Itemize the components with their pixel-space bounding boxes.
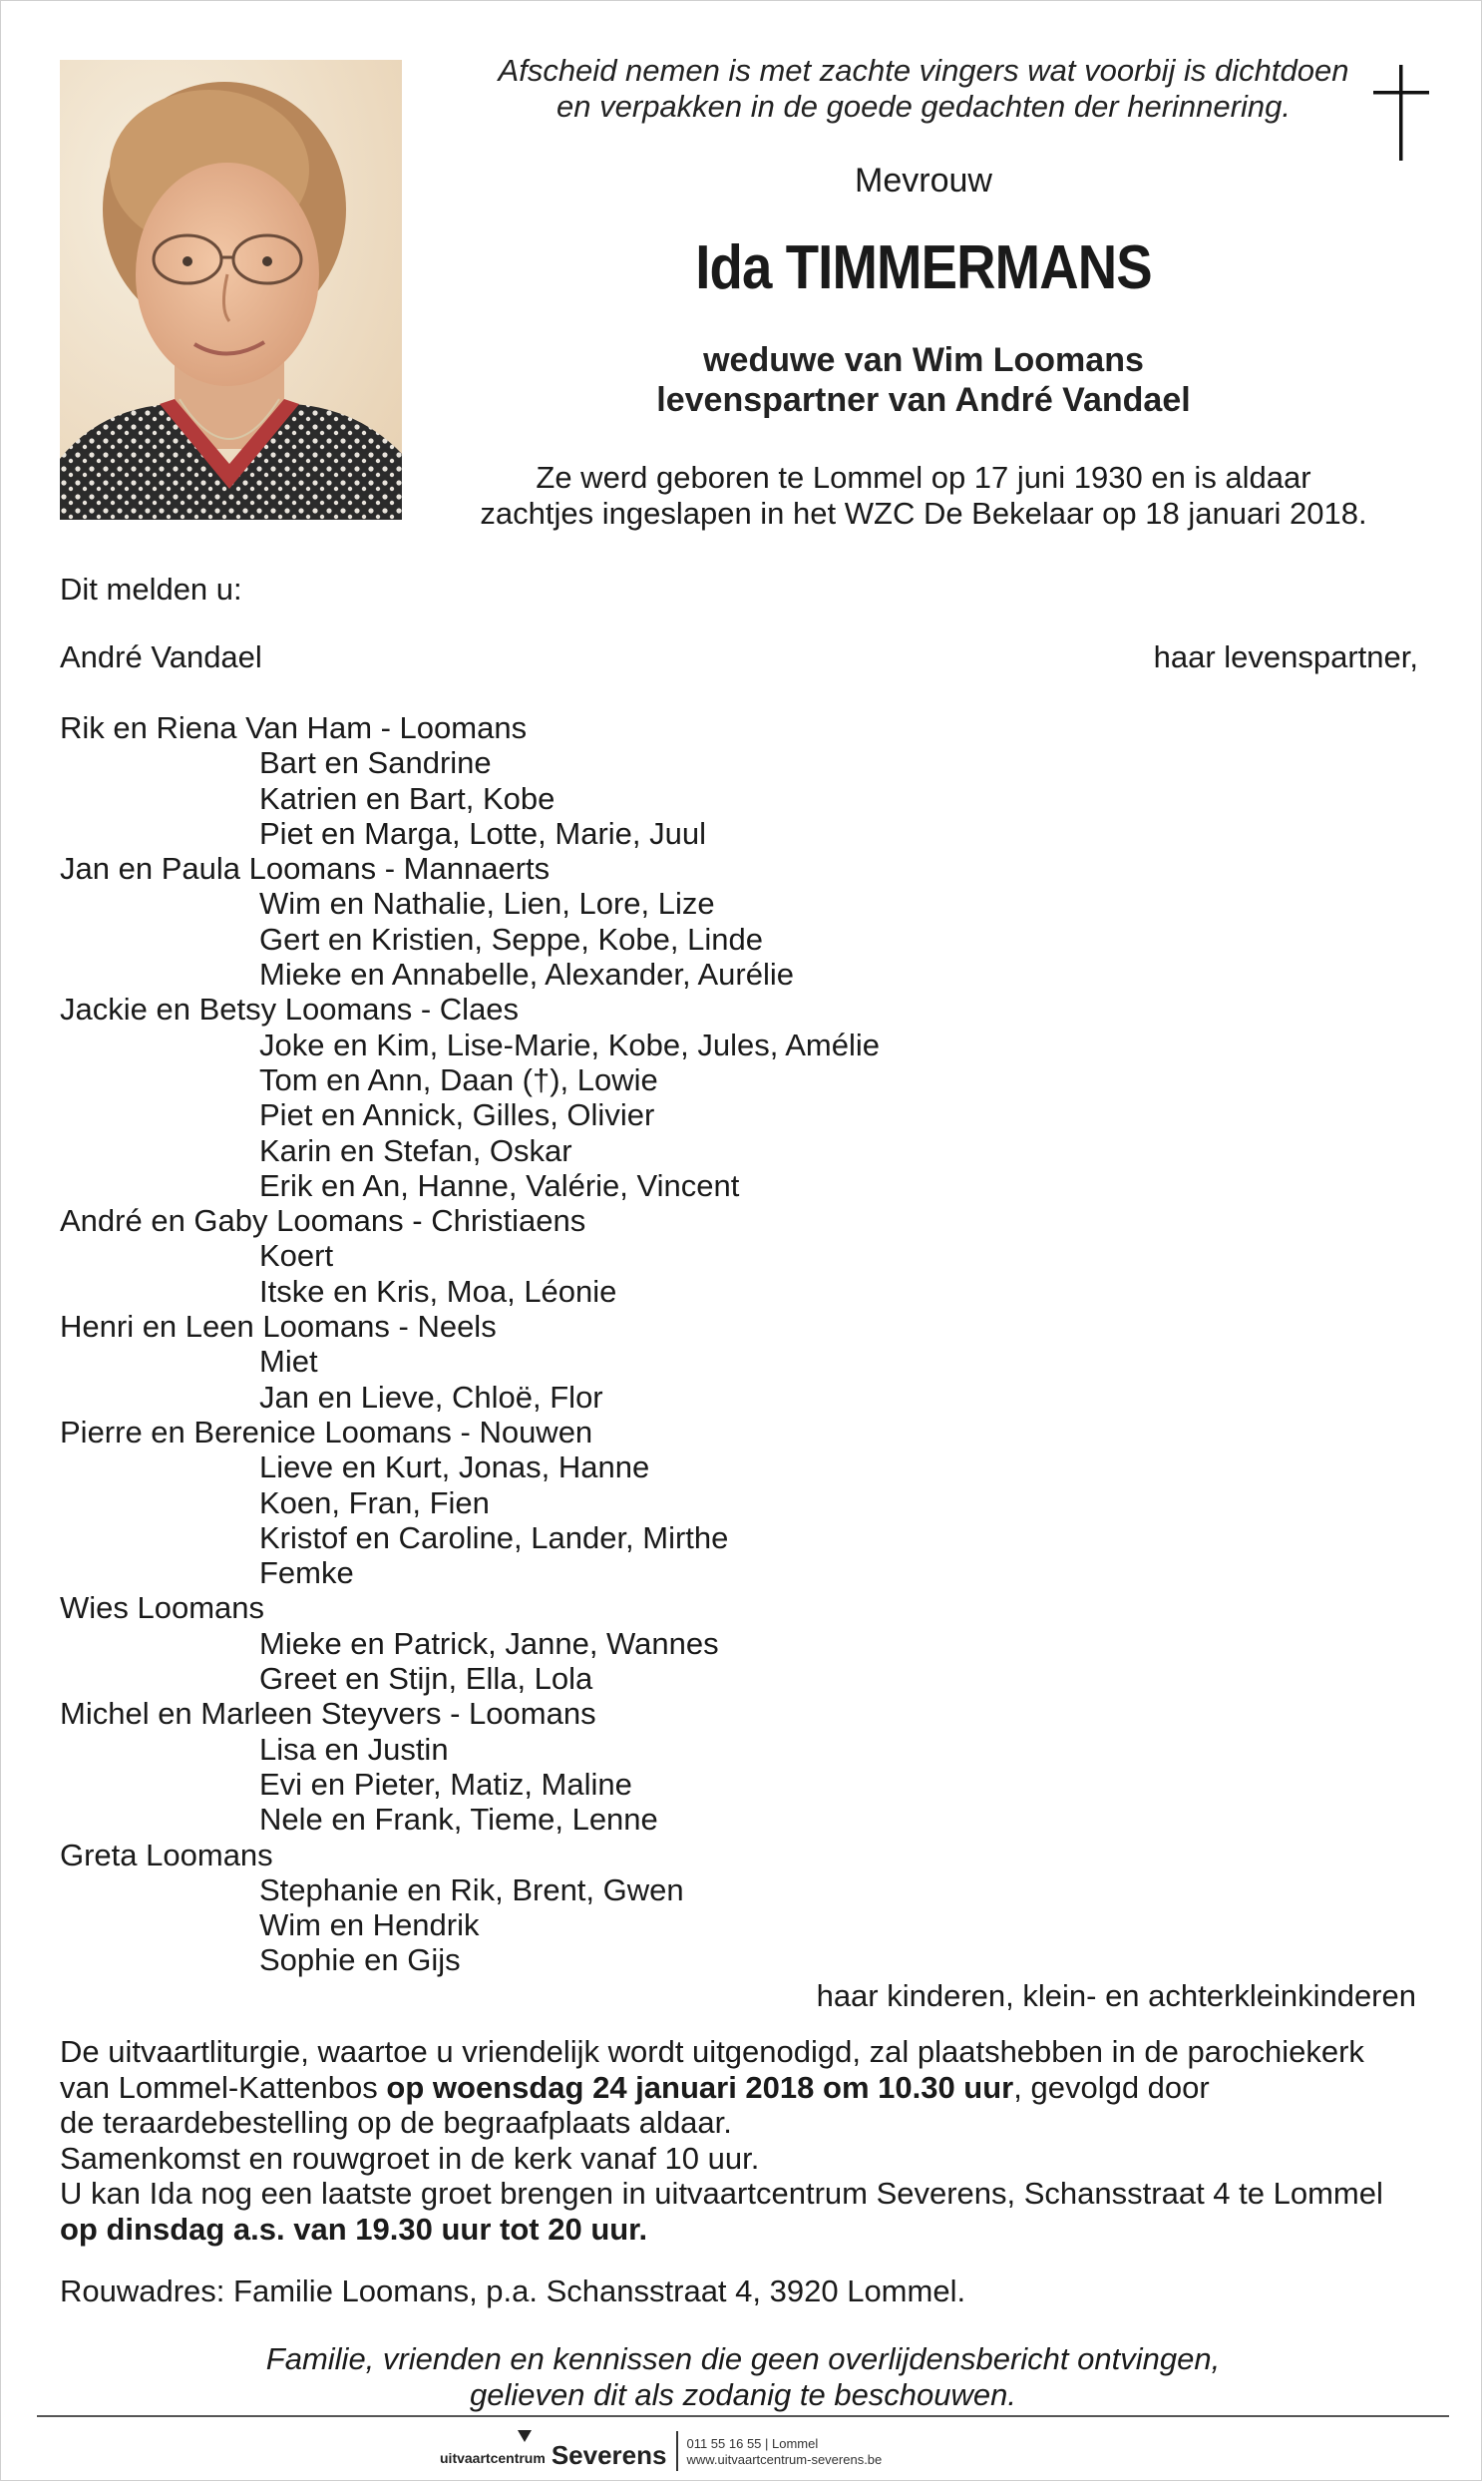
family-member-line: Piet en Annick, Gilles, Olivier: [259, 1097, 655, 1133]
family-list: [60, 710, 880, 1978]
relation-line-1: weduwe van Wim Loomans: [703, 341, 1144, 379]
family-member-line: Katrien en Bart, Kobe: [259, 780, 556, 816]
logo-triangle-icon: [518, 2430, 532, 2442]
service-line-2-a: van Lommel-Kattenbos: [60, 2069, 387, 2105]
funeral-home-logo: [440, 2427, 882, 2471]
logo-prefix: uitvaartcentrum: [440, 2450, 546, 2466]
logo-brand: [552, 2440, 667, 2471]
relation-line-2: levenspartner van André Vandael: [656, 381, 1191, 419]
family-child-line: Rik en Riena Van Ham - Loomans: [60, 710, 528, 745]
service-info: [60, 2034, 1436, 2247]
quote-line-2: en verpakken in de goede gedachten der herinnering.: [556, 89, 1291, 124]
family-member-line: Mieke en Patrick, Janne, Wannes: [259, 1625, 719, 1661]
family-child-line: Henri en Leen Loomans - Neels: [60, 1309, 497, 1345]
logo-separator: [676, 2431, 678, 2471]
family-member-line: Greet en Stijn, Ella, Lola: [259, 1661, 593, 1697]
family-member-line: Sophie en Gijs: [259, 1942, 461, 1978]
family-member-line: Koen, Fran, Fien: [259, 1484, 490, 1520]
family-child-line: Jan en Paula Loomans - Mannaerts: [60, 851, 551, 887]
family-member-line: Wim en Hendrik: [259, 1907, 480, 1943]
family-child-line: André en Gaby Loomans - Christiaens: [60, 1203, 586, 1239]
family-member-line: Nele en Frank, Tieme, Lenne: [259, 1802, 658, 1838]
family-child-line: Jackie en Betsy Loomans - Claes: [60, 992, 520, 1028]
service-line-2-c: , gevolgd door: [1013, 2069, 1210, 2105]
logo-website: www.uitvaartcentrum-severens.be: [686, 2452, 883, 2467]
family-member-line: Koert: [259, 1238, 334, 1274]
born-line-1: Ze werd geboren te Lommel op 17 juni 1930 en is aldaar: [536, 460, 1311, 495]
visit-time: op dinsdag a.s. van 19.30 uur tot 20 uur.: [60, 2211, 648, 2247]
footer-note-line-2: gelieven dit als zodanig te beschouwen.: [469, 2377, 1017, 2412]
service-line-6: [60, 2212, 1436, 2248]
family-child-line: Greta Loomans: [60, 1837, 273, 1872]
quote-line-1: Afscheid nemen is met zachte vingers wat voorbij is dichtdoen: [498, 53, 1349, 88]
family-member-line: Evi en Pieter, Matiz, Maline: [259, 1766, 632, 1802]
family-member-line: Bart en Sandrine: [259, 745, 492, 781]
logo-brand-text: Severens: [551, 2440, 667, 2470]
family-member-line: Itske en Kris, Moa, Léonie: [259, 1273, 617, 1309]
family-member-line: Gert en Kristien, Seppe, Kobe, Linde: [259, 921, 763, 957]
footer-note-line-1: Familie, vrienden en kennissen die geen overlijdensbericht ontvingen,: [265, 2341, 1221, 2376]
birth-death-text: [420, 460, 1427, 532]
family-child-line: Pierre en Berenice Loomans - Nouwen: [60, 1414, 593, 1449]
mourning-address: Rouwadres: Familie Loomans, p.a. Schansstraat 4, 3920 Lommel.: [60, 2274, 966, 2308]
family-member-line: Miet: [259, 1344, 318, 1380]
salutation: Mevrouw: [855, 162, 992, 200]
partner-role: haar levenspartner,: [1153, 639, 1418, 674]
family-member-line: Karin en Stefan, Oskar: [259, 1132, 572, 1168]
service-line-1: De uitvaartliturgie, waartoe u vriendelijk wordt uitgenodigd, zal plaatshebben in de parochiekerk: [60, 2034, 1364, 2069]
family-role-label: haar kinderen, klein- en achterkleinkinderen: [816, 1978, 1416, 2013]
born-line-2: zachtjes ingeslapen in het WZC De Bekelaar op 18 januari 2018.: [480, 496, 1367, 531]
family-member-line: Jan en Lieve, Chloë, Flor: [259, 1379, 603, 1415]
service-line-2: [60, 2070, 1436, 2106]
service-line-5: U kan Ida nog een laatste groet brengen in uitvaartcentrum Severens, Schansstraat 4 te Lommel: [60, 2176, 1383, 2211]
service-line-4: Samenkomst en rouwgroet in de kerk vanaf 10 uur.: [60, 2140, 760, 2176]
family-member-line: Wim en Nathalie, Lien, Lore, Lize: [259, 886, 715, 922]
family-member-line: Lieve en Kurt, Jonas, Hanne: [259, 1449, 650, 1485]
family-member-line: Tom en Ann, Daan (†), Lowie: [259, 1061, 658, 1097]
deceased-name: Ida TIMMERMANS: [695, 233, 1152, 302]
logo-phone: 011 55 16 55 | Lommel: [686, 2436, 819, 2451]
family-member-line: Lisa en Justin: [259, 1731, 449, 1767]
family-member-line: Mieke en Annabelle, Alexander, Aurélie: [259, 957, 794, 993]
family-member-line: Piet en Marga, Lotte, Marie, Juul: [259, 815, 707, 851]
service-date: op woensdag 24 januari 2018 om 10.30 uur: [386, 2069, 1014, 2105]
family-member-line: Kristof en Caroline, Lander, Mirthe: [259, 1519, 729, 1555]
footer-divider: [37, 2415, 1449, 2417]
family-member-line: Joke en Kim, Lise-Marie, Kobe, Jules, Amélie: [259, 1027, 880, 1062]
relation: [420, 340, 1427, 420]
quote: [420, 53, 1427, 125]
partner-row: [60, 639, 1418, 675]
family-child-line: Wies Loomans: [60, 1590, 265, 1626]
service-line-3: de teraardebestelling op de begraafplaats aldaar.: [60, 2105, 732, 2140]
family-member-line: Stephanie en Rik, Brent, Gwen: [259, 1871, 684, 1907]
portrait-photo: [60, 60, 402, 520]
portrait-photo-image: [60, 60, 402, 520]
family-member-line: Femke: [259, 1555, 354, 1591]
family-member-line: Erik en An, Hanne, Valérie, Vincent: [259, 1167, 740, 1203]
partner-name: André Vandael: [60, 639, 262, 674]
family-child-line: Michel en Marleen Steyvers - Loomans: [60, 1696, 596, 1732]
footer-note: [1, 2341, 1484, 2413]
announce-text: Dit melden u:: [60, 572, 242, 607]
logo-contact: [686, 2436, 882, 2468]
